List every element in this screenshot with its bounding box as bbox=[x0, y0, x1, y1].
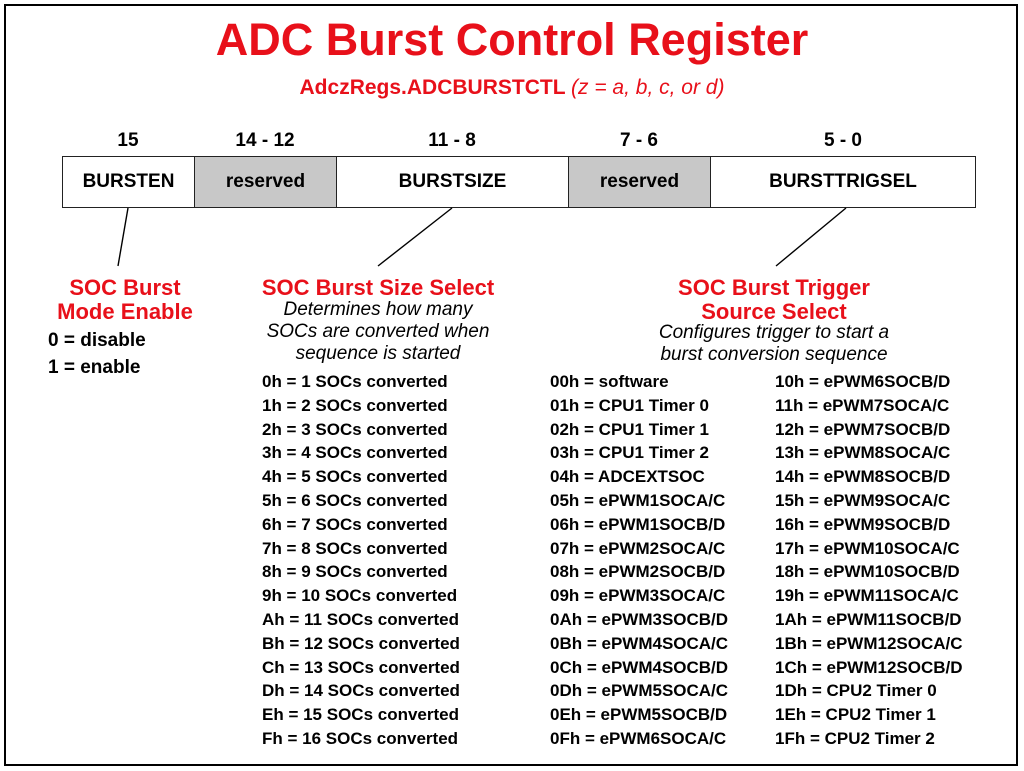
field-reserved-7-6: reserved bbox=[569, 157, 711, 207]
bursttrigsel-heading-line2: Source Select bbox=[701, 299, 847, 324]
leader-line-burstsize bbox=[378, 208, 452, 266]
bursttrigsel-list-col2 bbox=[775, 370, 963, 751]
burstsize-desc-line: sequence is started bbox=[295, 343, 461, 364]
list-item: 11h = ePWM7SOCA/C bbox=[775, 395, 950, 415]
burstsize-desc-line: Determines how many bbox=[283, 299, 473, 320]
leader-line-bursten bbox=[118, 208, 128, 266]
bit-label-14-12: 14 - 12 bbox=[235, 130, 295, 151]
field-reserved-14-12: reserved bbox=[195, 157, 337, 207]
list-item: Eh = 15 SOCs converted bbox=[262, 705, 459, 725]
list-item: 4h = 5 SOCs converted bbox=[262, 467, 448, 487]
bit-label-5-0: 5 - 0 bbox=[823, 130, 863, 151]
bursttrigsel-heading-line1: SOC Burst Trigger bbox=[678, 275, 870, 300]
list-item: 13h = ePWM8SOCA/C bbox=[775, 443, 951, 463]
list-item: 0h = 1 SOCs converted bbox=[262, 372, 448, 391]
burstsize-heading: SOC Burst Size Select bbox=[261, 275, 495, 300]
burstsize-desc-line: SOCs are converted when bbox=[266, 321, 490, 342]
list-item: 15h = ePWM9SOCA/C bbox=[775, 490, 951, 510]
bursten-value: 1 = enable bbox=[48, 357, 141, 378]
list-item: 0Dh = ePWM5SOCA/C bbox=[550, 681, 729, 701]
list-item: 0Ch = ePWM4SOCB/D bbox=[550, 657, 729, 677]
bit-label-7-6: 7 - 6 bbox=[619, 130, 659, 151]
list-item: 12h = ePWM7SOCB/D bbox=[775, 419, 951, 439]
list-item: 09h = ePWM3SOCA/C bbox=[550, 586, 726, 606]
list-item: 02h = CPU1 Timer 1 bbox=[550, 419, 709, 439]
list-item: 05h = ePWM1SOCA/C bbox=[550, 490, 726, 510]
page-title: ADC Burst Control Register bbox=[215, 14, 809, 65]
list-item: 5h = 6 SOCs converted bbox=[262, 490, 448, 510]
list-item: 1Dh = CPU2 Timer 0 bbox=[775, 681, 937, 701]
list-item: 16h = ePWM9SOCB/D bbox=[775, 514, 951, 534]
list-item: 1Ah = ePWM11SOCB/D bbox=[775, 609, 962, 629]
bursten-heading-line1: SOC Burst bbox=[69, 275, 181, 300]
list-item: 1Eh = CPU2 Timer 1 bbox=[775, 705, 936, 725]
list-item: 1h = 2 SOCs converted bbox=[262, 395, 448, 415]
list-item: Fh = 16 SOCs converted bbox=[262, 728, 459, 748]
list-item: 07h = ePWM2SOCA/C bbox=[550, 538, 726, 558]
burstsize-value-list bbox=[262, 370, 460, 751]
bursten-value: 0 = disable bbox=[48, 330, 146, 351]
list-item: Dh = 14 SOCs converted bbox=[262, 681, 460, 701]
bit-label-15: 15 bbox=[117, 130, 139, 151]
bursten-values bbox=[48, 327, 146, 381]
bursttrigsel-description bbox=[580, 322, 968, 366]
list-item: 18h = ePWM10SOCB/D bbox=[775, 562, 960, 582]
list-item: Ah = 11 SOCs converted bbox=[262, 609, 459, 629]
list-item: 0Fh = ePWM6SOCA/C bbox=[550, 728, 727, 748]
field-burstsize: BURSTSIZE bbox=[337, 157, 569, 207]
register-name: AdczRegs.ADCBURSTCTL bbox=[299, 76, 566, 99]
list-item: 6h = 7 SOCs converted bbox=[262, 514, 448, 534]
bursttrigsel-desc-line: Configures trigger to start a bbox=[658, 322, 890, 343]
list-item: 04h = ADCEXTSOC bbox=[550, 467, 705, 487]
bursttrigsel-desc-line: burst conversion sequence bbox=[660, 344, 888, 365]
list-item: 1Bh = ePWM12SOCA/C bbox=[775, 633, 963, 653]
list-item: 00h = software bbox=[550, 372, 669, 391]
list-item: 1Ch = ePWM12SOCB/D bbox=[775, 657, 963, 677]
burstsize-description bbox=[228, 299, 528, 365]
register-instance-note: (z = a, b, c, or d) bbox=[571, 76, 725, 99]
list-item: 17h = ePWM10SOCA/C bbox=[775, 538, 960, 558]
list-item: 0Eh = ePWM5SOCB/D bbox=[550, 705, 728, 725]
list-item: 8h = 9 SOCs converted bbox=[262, 562, 448, 582]
list-item: 7h = 8 SOCs converted bbox=[262, 538, 448, 558]
list-item: 19h = ePWM11SOCA/C bbox=[775, 586, 959, 606]
list-item: 06h = ePWM1SOCB/D bbox=[550, 514, 726, 534]
list-item: 01h = CPU1 Timer 0 bbox=[550, 395, 709, 415]
list-item: 10h = ePWM6SOCB/D bbox=[775, 372, 951, 391]
list-item: 3h = 4 SOCs converted bbox=[262, 443, 448, 463]
list-item: 08h = ePWM2SOCB/D bbox=[550, 562, 726, 582]
bursttrigsel-heading bbox=[600, 276, 948, 324]
list-item: Ch = 13 SOCs converted bbox=[262, 657, 460, 677]
bursttrigsel-list-col1 bbox=[550, 370, 728, 751]
field-bursttrigsel: BURSTTRIGSEL bbox=[711, 157, 975, 207]
bit-label-11-8: 11 - 8 bbox=[428, 130, 476, 151]
bursten-heading-line2: Mode Enable bbox=[57, 299, 193, 324]
list-item: 14h = ePWM8SOCB/D bbox=[775, 467, 951, 487]
list-item: Bh = 12 SOCs converted bbox=[262, 633, 460, 653]
field-bursten: BURSTEN bbox=[63, 157, 195, 207]
bursten-heading bbox=[30, 276, 220, 324]
list-item: 2h = 3 SOCs converted bbox=[262, 419, 448, 439]
list-item: 1Fh = CPU2 Timer 2 bbox=[775, 728, 935, 748]
list-item: 9h = 10 SOCs converted bbox=[262, 586, 458, 606]
list-item: 03h = CPU1 Timer 2 bbox=[550, 443, 709, 463]
leader-line-bursttrigsel bbox=[776, 208, 846, 266]
list-item: 0Bh = ePWM4SOCA/C bbox=[550, 633, 729, 653]
list-item: 0Ah = ePWM3SOCB/D bbox=[550, 609, 729, 629]
